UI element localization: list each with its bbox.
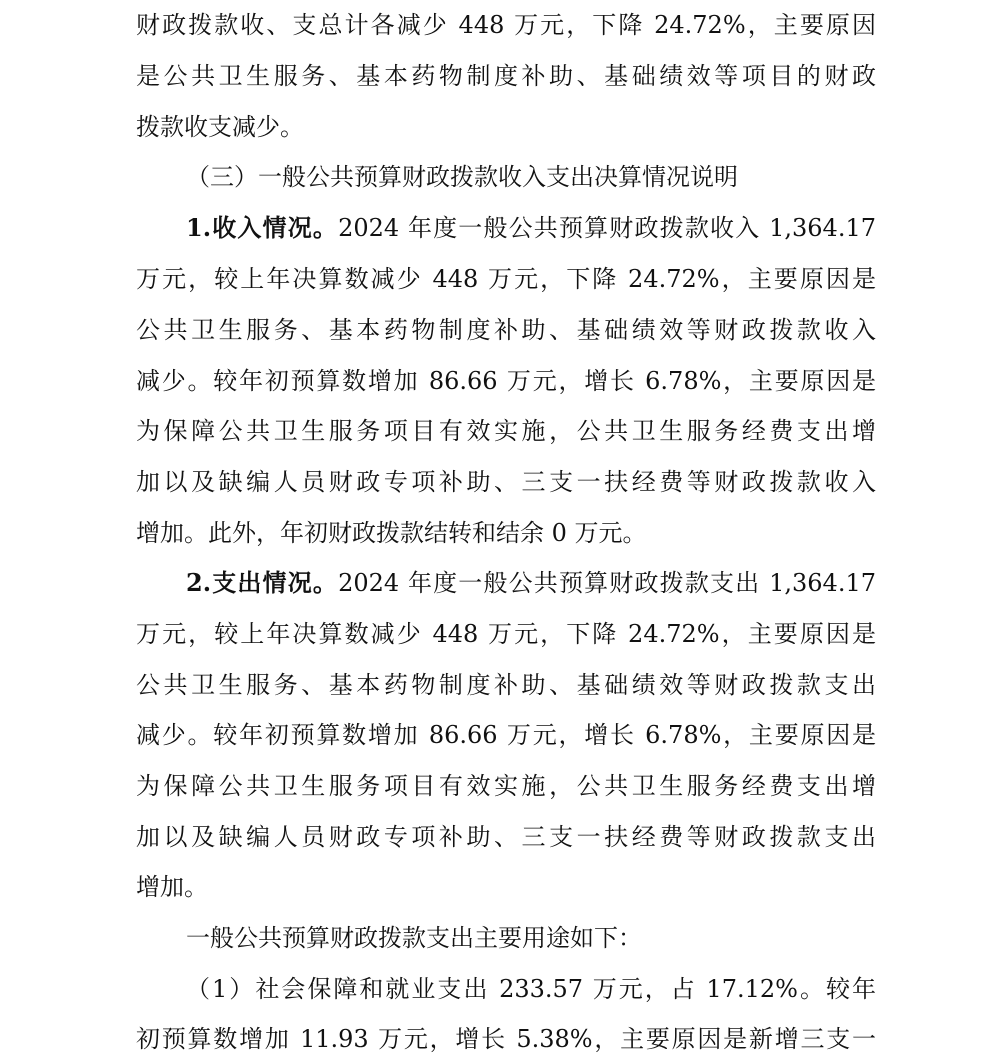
- text-line: 为保障公共卫生服务项目有效实施，公共卫生服务经费支出增: [136, 772, 876, 800]
- text-line: 为保障公共卫生服务项目有效实施，公共卫生服务经费支出增: [136, 417, 876, 445]
- income-paragraph-first-line: [186, 211, 876, 245]
- text-line: 初预算数增加 11.93 万元，增长 5.38%，主要原因是新增三支一: [136, 1025, 876, 1053]
- text-span: 2024 年度一般公共预算财政拨款收入 1,364.17: [338, 214, 876, 242]
- text-line: 加以及缺编人员财政专项补助、三支一扶经费等财政拨款收入: [136, 468, 876, 496]
- text-line: 公共卫生服务、基本药物制度补助、基础绩效等财政拨款支出: [136, 671, 876, 699]
- expense-heading: 2.支出情况。: [186, 568, 339, 597]
- section-heading: （三）一般公共预算财政拨款收入支出决算情况说明: [186, 163, 738, 191]
- text-line: （1）社会保障和就业支出 233.57 万元，占 17.12%。较年: [186, 975, 876, 1003]
- text-line: 万元，较上年决算数减少 448 万元，下降 24.72%，主要原因是: [136, 620, 876, 648]
- text-line: 财政拨款收、支总计各减少 448 万元，下降 24.72%，主要原因: [136, 11, 876, 39]
- text-line: 公共卫生服务、基本药物制度补助、基础绩效等财政拨款收入: [136, 316, 876, 344]
- text-line: 减少。较年初预算数增加 86.66 万元，增长 6.78%，主要原因是: [136, 367, 876, 395]
- text-line: 拨款收支减少。: [136, 113, 304, 141]
- text-line: 万元，较上年决算数减少 448 万元，下降 24.72%，主要原因是: [136, 265, 876, 293]
- text-line: 是公共卫生服务、基本药物制度补助、基础绩效等项目的财政: [136, 62, 876, 90]
- income-heading: 1.收入情况。: [186, 213, 339, 242]
- text-line: 增加。: [136, 873, 208, 901]
- text-line: 加以及缺编人员财政专项补助、三支一扶经费等财政拨款支出: [136, 823, 876, 851]
- text-line: 减少。较年初预算数增加 86.66 万元，增长 6.78%，主要原因是: [136, 721, 876, 749]
- text-span: 2024 年度一般公共预算财政拨款支出 1,364.17: [338, 569, 876, 597]
- text-line: 一般公共预算财政拨款支出主要用途如下：: [186, 924, 642, 952]
- text-line: 增加。此外，年初财政拨款结转和结余 0 万元。: [136, 519, 647, 547]
- expense-paragraph-first-line: [186, 566, 876, 600]
